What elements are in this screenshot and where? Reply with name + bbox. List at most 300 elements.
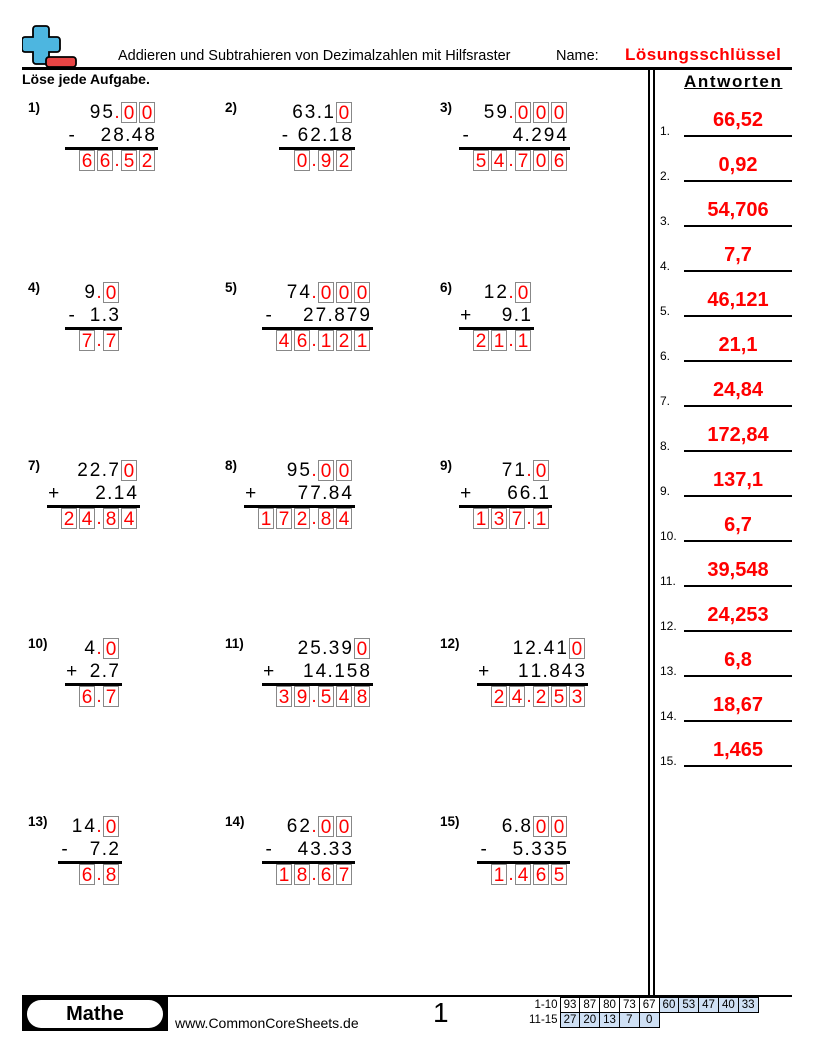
name-label: Name: [556,48,599,64]
top-row [76,460,138,482]
decimal-point: . [96,330,102,351]
answer-line [660,288,792,318]
digit: 8 [334,305,345,326]
column-divider [648,69,650,997]
operator: - [281,125,289,146]
bottom-row [89,305,120,327]
score-cell: 27 [560,1013,580,1028]
answer-line [660,558,792,588]
problem-number: 5) [225,280,238,295]
grid-box-digit: 0 [336,102,352,123]
bottom-row [512,125,568,147]
answer-number: 11. [660,574,676,588]
grid-box-digit: 1 [515,330,531,351]
grid-box-digit: 0 [354,638,370,659]
operator: + [460,305,472,326]
decimal-point: . [101,661,108,682]
grid-box-digit: 0 [103,816,119,837]
bottom-row [297,483,353,505]
answer-number: 3. [660,214,671,228]
digit: 7 [315,305,327,326]
grid-box-digit: 1 [491,864,507,885]
score-cell: 33 [738,998,758,1013]
grid-box-digit: 0 [103,638,119,659]
problem-number: 13) [28,814,48,829]
decimal-point: . [101,839,108,860]
digit: 4 [341,483,352,504]
answer-value: 39,548 [707,559,769,581]
decimal-point: . [537,638,543,659]
grid-box-digit: 3 [569,686,585,707]
grid-box-digit: 7 [103,686,119,707]
digit: 4 [131,125,143,146]
bottom-row [501,305,532,327]
decimal-point: . [114,150,120,171]
grid-box-digit: 8 [103,864,119,885]
problem-number: 2) [225,100,238,115]
grid-box-digit: 4 [336,508,352,529]
decimal-point: . [96,816,102,837]
grid-box-digit: 6 [79,686,95,707]
digit: 6 [501,816,513,837]
digit: 6 [507,483,518,504]
top-row [286,282,371,304]
digit: 1 [518,661,529,682]
digit: 6 [519,483,531,504]
digit: 4 [84,638,95,659]
answer-key-label: Lösungsschlüssel [625,45,782,64]
grid-box-digit: 2 [533,686,549,707]
digit: 1 [334,661,345,682]
grid-box-digit: 0 [533,460,549,481]
decimal-point: . [327,305,333,326]
digit: 3 [108,305,119,326]
grid-box-digit: 4 [121,508,137,529]
answer-underline [684,360,792,362]
digit: 2 [310,125,321,146]
grid-box-digit: 6 [79,150,95,171]
decimal-point: . [513,816,520,837]
grid-box-digit: 0 [569,638,585,659]
digit: 3 [328,638,340,659]
top-row [483,282,532,304]
decimal-point: . [322,483,328,504]
decimal-point: . [107,483,113,504]
grid-box-digit: 6 [533,864,549,885]
grid-box-digit: 0 [533,816,549,837]
digit: 4 [315,661,327,682]
grid-box-digit: 7 [103,330,119,351]
score-empty [699,1013,719,1028]
problem-number: 4) [28,280,41,295]
bottom-row [512,839,568,861]
grid-box-digit: 4 [79,508,95,529]
digit: 1 [530,661,542,682]
digit: 9 [89,102,101,123]
answer-underline [684,405,792,407]
digit: 9 [496,102,507,123]
grid-box-digit: 6 [318,864,334,885]
answer-line [660,738,792,768]
answer-value: 66,52 [712,109,764,131]
problem-number: 11) [225,636,244,651]
grid-box-digit: 4 [515,864,531,885]
grid-box-digit: 3 [491,508,507,529]
decimal-point: . [508,282,514,303]
instructions: Löse jede Aufgabe. [22,71,150,87]
answer-value: 137,1 [712,469,764,491]
digit: 8 [341,125,352,146]
operator: - [61,839,68,860]
decimal-point: . [322,638,328,659]
decimal-point: . [311,282,317,303]
digit: 4 [543,638,555,659]
answer-row [78,150,156,172]
digit: 7 [310,483,321,504]
answer-value: 6,7 [724,514,752,536]
answer-number: 10. [660,529,677,543]
answer-row [257,508,353,530]
top-row [286,460,353,482]
digit: 8 [520,816,531,837]
digit: 3 [310,839,321,860]
answer-underline [684,585,792,587]
grid-box-digit: 0 [318,282,334,303]
top-row [297,638,371,660]
answer-underline [684,675,792,677]
bottom-row [94,483,138,505]
decimal-point: . [327,661,333,682]
answer-row [78,330,120,352]
decimal-point: . [311,686,317,707]
digit: 5 [346,661,358,682]
operator: - [480,839,487,860]
grid-box-digit: 6 [551,150,567,171]
answer-underline [684,765,792,767]
digit: 1 [514,460,525,481]
grid-box-digit: 5 [551,686,567,707]
top-row [483,102,568,124]
grid-box-digit: 0 [139,102,155,123]
operator: + [245,483,257,504]
digit: 2 [303,305,314,326]
decimal-point: . [531,483,538,504]
grid-box-digit: 0 [121,102,137,123]
decimal-point: . [125,125,131,146]
decimal-point: . [311,508,317,529]
bottom-row [506,483,550,505]
digit: 7 [297,483,309,504]
answer-value: 172,84 [707,424,769,446]
digit: 2 [89,661,101,682]
answer-row [78,686,120,708]
digit: 7 [89,839,101,860]
answer-row [275,686,371,708]
grid-box-digit: 6 [97,150,113,171]
answer-row [490,864,568,886]
answer-number: 6. [660,349,671,363]
grid-box-digit: 2 [294,508,310,529]
problem-number: 7) [28,458,41,473]
top-row [501,816,568,838]
score-range-label: 1-10 [534,999,558,1011]
score-range-label: 11-15 [529,1014,558,1026]
grid-box-digit: 5 [121,150,137,171]
operator: + [460,483,472,504]
digit: 8 [549,661,560,682]
digit: 8 [328,483,340,504]
digit: 8 [144,125,155,146]
decimal-point: . [508,330,514,351]
answer-value: 18,67 [712,694,764,716]
answer-line [660,423,792,453]
grid-box-digit: 0 [551,102,567,123]
answer-number: 12. [660,619,677,633]
decimal-point: . [524,839,530,860]
grid-box-digit: 6 [79,864,95,885]
answer-number: 8. [660,439,671,453]
digit: 1 [323,102,334,123]
grid-box-digit: 0 [103,282,119,303]
digit: 1 [303,661,314,682]
decimal-point: . [311,816,317,837]
answer-row [472,508,550,530]
bottom-row [302,305,371,327]
grid-box-digit: 0 [318,460,334,481]
website-link[interactable]: www.CommonCoreSheets.de [175,1015,359,1031]
answer-number: 15. [660,754,677,768]
decimal-point: . [508,150,514,171]
operator: - [462,125,469,146]
operator: - [265,839,272,860]
answer-number: 1. [660,124,671,138]
score-cell: 80 [600,998,620,1013]
digit: 8 [359,661,370,682]
digit: 7 [108,460,119,481]
top-row [71,816,120,838]
score-cell: 0 [639,1013,659,1028]
answer-row [275,864,353,886]
bottom-row [517,661,586,683]
digit: 2 [95,483,106,504]
score-cell: 67 [639,998,659,1013]
problem-number: 1) [28,100,41,115]
grid-box-digit: 0 [515,102,531,123]
answer-number: 2. [660,169,671,183]
digit: 6 [292,102,303,123]
digit: 3 [574,661,585,682]
decimal-point: . [513,305,520,326]
grid-box-digit: 2 [336,330,352,351]
problem-number: 8) [225,458,238,473]
page-number: 1 [433,997,449,1028]
digit: 4 [126,483,137,504]
grid-box-digit: 5 [473,150,489,171]
grid-box-digit: 2 [491,686,507,707]
answers-title: Antworten [684,72,783,91]
answer-number: 4. [660,259,671,273]
digit: 2 [297,638,309,659]
digit: 9 [84,282,95,303]
score-cell: 60 [659,998,679,1013]
grid-box-digit: 5 [551,864,567,885]
grid-box-digit: 0 [318,816,334,837]
grid-box-digit: 0 [354,282,370,303]
problem-number: 10) [28,636,48,651]
digit: 7 [286,282,298,303]
problem-number: 9) [440,458,453,473]
grid-box-digit: 5 [318,686,334,707]
answer-row [78,864,120,886]
answer-number: 13. [660,664,677,678]
digit: 9 [501,305,513,326]
problem-number: 3) [440,100,453,115]
top-row [286,816,353,838]
decimal-point: . [101,305,108,326]
digit: 1 [328,125,340,146]
grid-box-digit: 8 [103,508,119,529]
score-empty [738,1013,758,1028]
decimal-point: . [96,282,102,303]
answer-underline [684,225,792,227]
answer-line [660,513,792,543]
score-cell: 13 [600,1013,620,1028]
grid-box-digit: 0 [336,282,352,303]
digit: 9 [543,125,555,146]
digit: 9 [341,638,352,659]
digit: 6 [286,816,298,837]
operator: - [68,305,75,326]
digit: 2 [89,460,101,481]
score-cell: 93 [560,998,580,1013]
top-row [291,102,353,124]
decimal-point: . [322,125,328,146]
digit: 4 [84,816,95,837]
digit: 5 [299,460,310,481]
score-cell: 47 [699,998,719,1013]
grid-box-digit: 2 [61,508,77,529]
digit: 4 [299,282,310,303]
digit: 9 [286,460,298,481]
answer-line [660,153,792,183]
problem-number: 12) [440,636,460,651]
decimal-point: . [101,460,108,481]
grid-box-digit: 4 [276,330,292,351]
digit: 1 [556,638,567,659]
answer-number: 14. [660,709,677,723]
digit: 3 [341,839,352,860]
digit: 8 [113,125,124,146]
answer-underline [684,540,792,542]
digit: 5 [102,102,113,123]
decimal-point: . [311,330,317,351]
column-divider [653,69,655,997]
grid-box-digit: 2 [139,150,155,171]
digit: 7 [346,305,358,326]
grid-box-digit: 1 [533,508,549,529]
digit: 4 [556,125,567,146]
decimal-point: . [508,102,514,123]
problem-number: 6) [440,280,453,295]
digit: 2 [531,125,542,146]
score-cell: 40 [718,998,738,1013]
decimal-point: . [114,102,120,123]
subject-label: Mathe [27,1000,163,1028]
grid-box-digit: 1 [318,330,334,351]
answer-row [60,508,138,530]
grid-box-digit: 2 [473,330,489,351]
grid-box-digit: 4 [336,686,352,707]
bottom-row [297,839,353,861]
digit: 4 [561,661,573,682]
digit: 5 [483,102,495,123]
top-row [501,460,550,482]
digit: 2 [100,125,112,146]
digit: 1 [113,483,125,504]
digit: 2 [77,460,88,481]
score-empty [679,1013,699,1028]
grid-box-digit: 3 [276,686,292,707]
decimal-point: . [96,864,102,885]
answer-line [660,333,792,363]
grid-box-digit: 7 [336,864,352,885]
answer-underline [684,315,792,317]
decimal-point: . [526,460,532,481]
digit: 1 [538,483,549,504]
digit: 1 [512,638,524,659]
worksheet-title: Addieren und Subtrahieren von Dezimalzahlen mit Hilfsraster [118,48,511,64]
answer-number: 7. [660,394,671,408]
decimal-point: . [524,125,530,146]
answer-value: 54,706 [707,199,769,221]
decimal-point: . [96,638,102,659]
answer-line [660,108,792,138]
grid-box-digit: 0 [121,460,137,481]
grid-box-digit: 1 [473,508,489,529]
grid-box-digit: 1 [258,508,274,529]
decimal-point: . [526,686,532,707]
decimal-point: . [508,864,514,885]
answer-line [660,378,792,408]
digit: 3 [543,839,555,860]
answer-value: 21,1 [718,334,758,356]
digit: 2 [525,638,536,659]
answer-number: 5. [660,304,671,318]
grid-box-digit: 7 [79,330,95,351]
grid-box-digit: 7 [276,508,292,529]
grid-box-digit: 9 [318,150,334,171]
score-cell: 53 [679,998,699,1013]
answer-line [660,468,792,498]
answer-value: 46,121 [707,289,769,311]
digit: 4 [297,839,309,860]
bottom-row [89,839,120,861]
grid-box-digit: 8 [318,508,334,529]
answer-value: 24,84 [712,379,764,401]
answer-line [660,603,792,633]
answer-line [660,198,792,228]
score-empty [659,1013,679,1028]
grid-box-digit: 0 [336,460,352,481]
digit: 5 [310,638,321,659]
grid-box-digit: 8 [354,686,370,707]
answer-row [472,330,532,352]
digit: 2 [299,816,310,837]
grid-box-digit: 0 [515,282,531,303]
grid-box-digit: 0 [294,150,310,171]
operator: + [48,483,60,504]
top-row [83,282,120,304]
